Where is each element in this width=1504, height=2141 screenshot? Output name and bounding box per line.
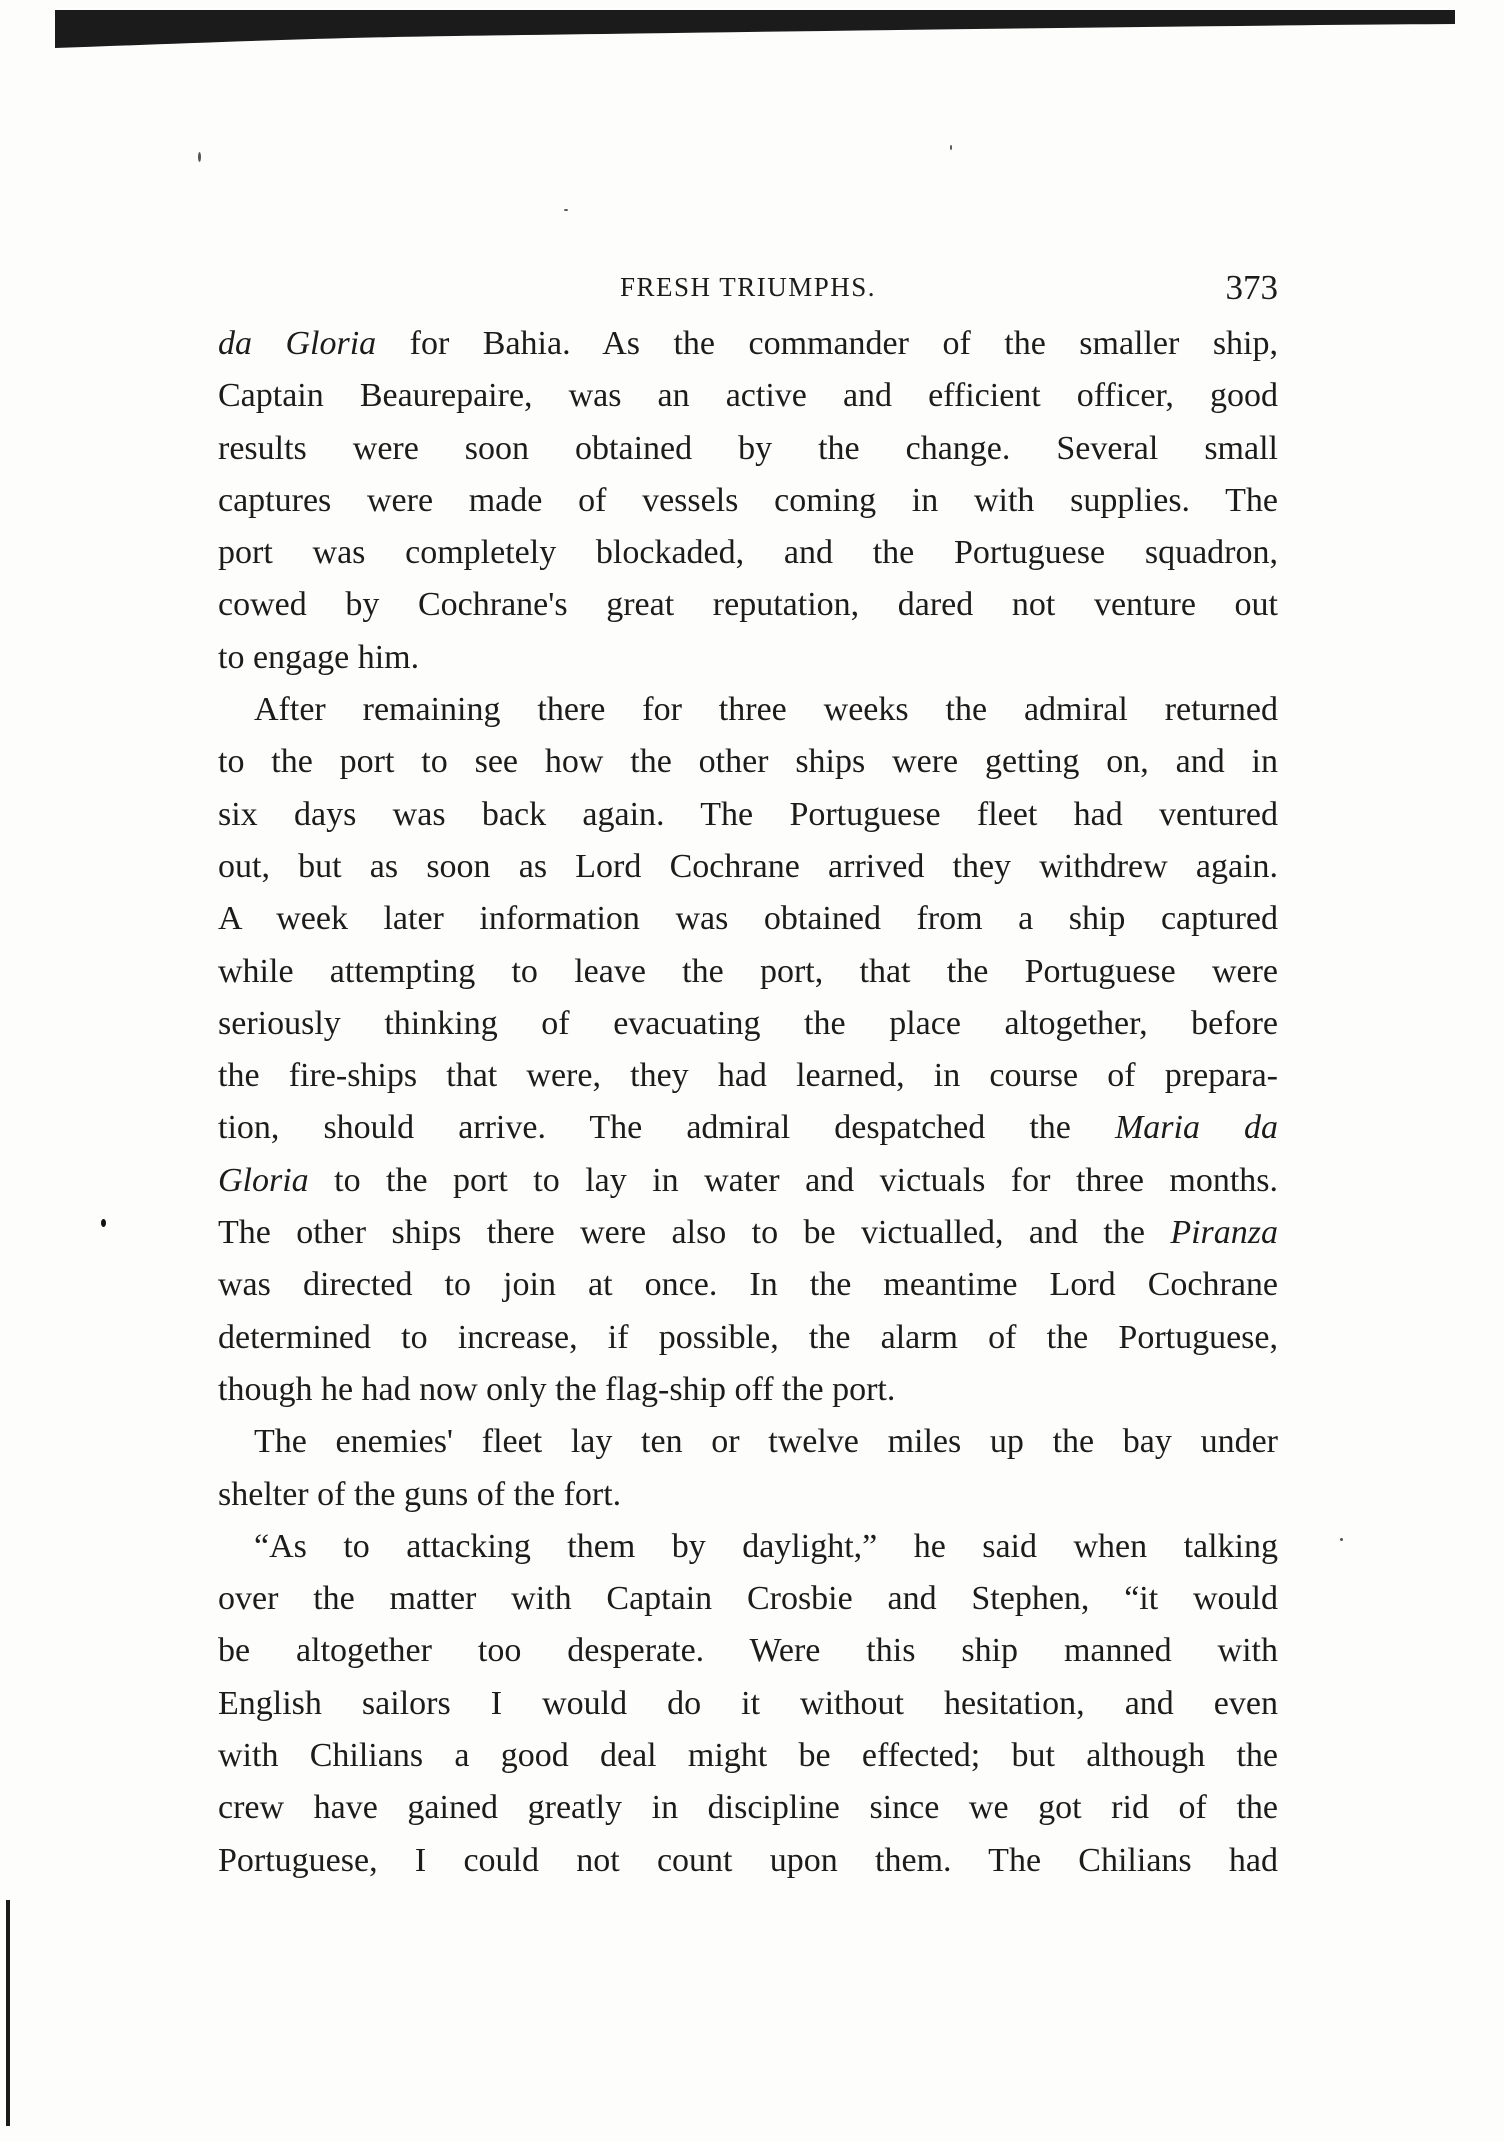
text-line: English sailors I would do it without hesitation, and even [218,1684,1278,1722]
scan-speck [198,152,201,162]
scan-edge-mark [6,1900,10,2126]
text-line: shelter of the guns of the fort. [218,1475,622,1513]
text-line: out, but as soon as Lord Cochrane arrived they withdrew again. [218,847,1278,885]
text-line: “As to attacking them by daylight,” he said when talking [254,1527,1278,1565]
text-line: crew have gained greatly in discipline since we got rid of the [218,1789,1278,1827]
text-line: Portuguese, I could not count upon them. The Chilians had [218,1841,1278,1879]
text-line: be altogether too desperate. Were this ship manned with [218,1632,1278,1670]
scan-speck [564,209,568,211]
text-line: over the matter with Captain Crosbie and Stephen, “it would [218,1580,1278,1618]
scan-speck [950,145,952,150]
text-line: determined to increase, if possible, the alarm of the Portuguese, [218,1318,1278,1356]
text-line: to the port to see how the other ships were getting on, and in [218,743,1278,781]
body-text [218,318,1278,1887]
text-line: After remaining there for three weeks the admiral returned [254,691,1278,729]
text-line: results were soon obtained by the change. Several small [218,429,1278,467]
text-line: tion, should arrive. The admiral despatched the Maria da [218,1109,1278,1147]
text-line: the fire-ships that were, they had learned, in course of prepara- [218,1057,1278,1095]
scan-speck [101,1219,106,1227]
text-line: The other ships there were also to be victualled, and the Piranza [218,1214,1278,1252]
scan-edge-shadow [55,10,1455,50]
text-line: seriously thinking of evacuating the place altogether, before [218,1004,1278,1042]
text-line: A week later information was obtained from a ship captured [218,900,1278,938]
text-line: The enemies' fleet lay ten or twelve miles up the bay under [254,1423,1278,1461]
text-line: while attempting to leave the port, that the Portuguese were [218,952,1278,990]
text-line: six days was back again. The Portuguese fleet had ventured [218,795,1278,833]
text-line: with Chilians a good deal might be effected; but although the [218,1737,1278,1775]
text-line: was directed to join at once. In the meantime Lord Cochrane [218,1266,1278,1304]
text-line: cowed by Cochrane's great reputation, dared not venture out [218,586,1278,624]
text-line: though he had now only the flag-ship off the port. [218,1370,896,1408]
running-title: FRESH TRIUMPHS. [619,272,877,302]
page-number: 373 [1225,268,1278,307]
running-head [218,268,1278,308]
scan-speck [1340,1538,1343,1541]
text-line: captures were made of vessels coming in with supplies. The [218,481,1278,519]
text-line: port was completely blockaded, and the Portuguese squadron, [218,534,1278,572]
text-line: Gloria to the port to lay in water and victuals for three months. [218,1161,1278,1199]
text-line: to engage him. [218,638,420,676]
text-line: Captain Beaurepaire, was an active and efficient officer, good [218,377,1278,415]
text-line: da Gloria for Bahia. As the commander of the smaller ship, [218,325,1278,362]
